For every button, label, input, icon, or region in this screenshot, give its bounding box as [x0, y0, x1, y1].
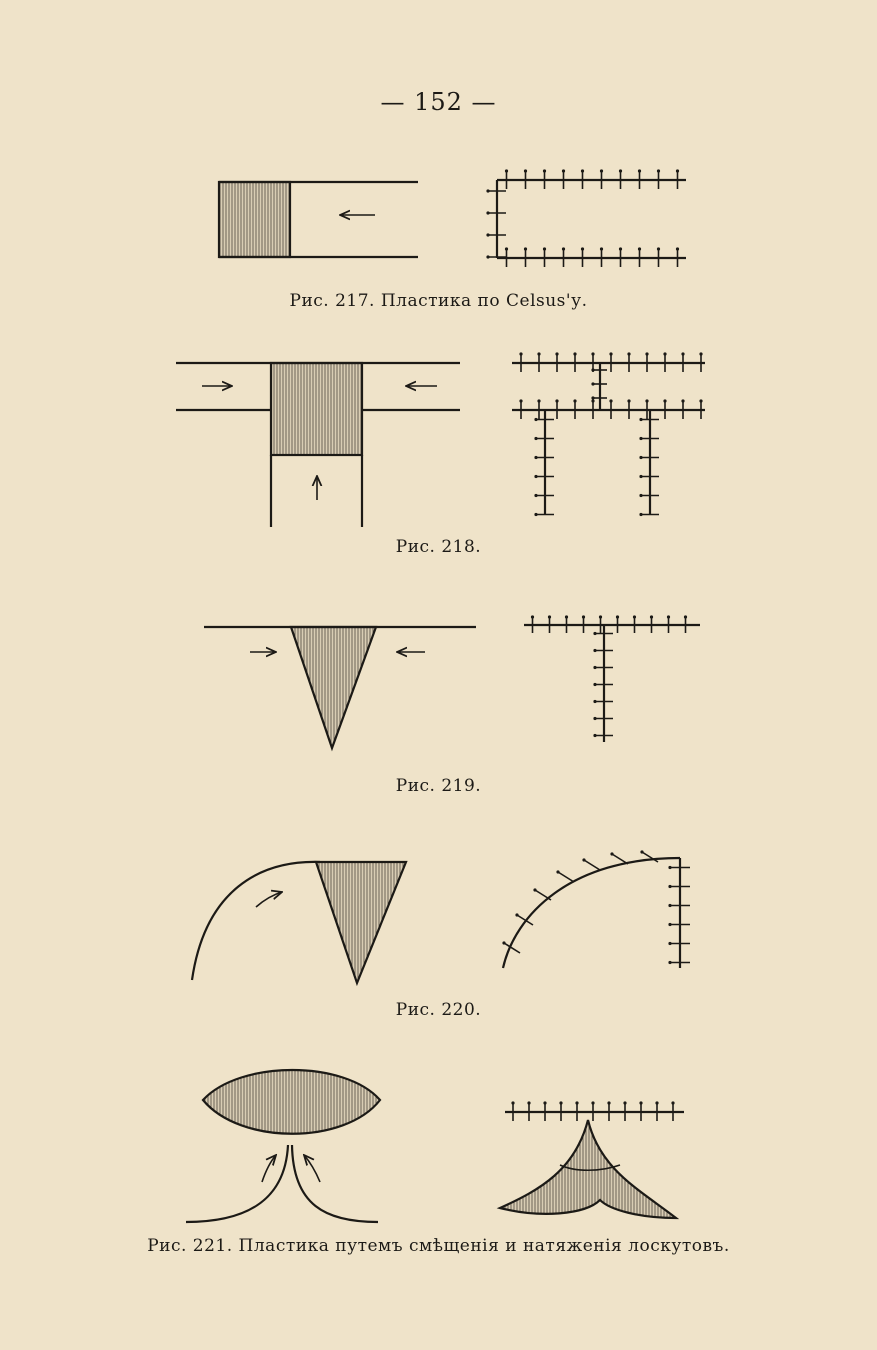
suture-arc: [503, 858, 680, 968]
stitch-knot: [668, 923, 671, 926]
stitch-knot: [505, 169, 508, 172]
figure-219-right: [524, 615, 700, 742]
stitch-knot: [534, 513, 537, 516]
figure-220-caption: Рис. 220.: [395, 1000, 482, 1020]
stitch-knot: [591, 368, 594, 371]
stitch-knot: [681, 352, 684, 355]
stitch-knot: [562, 247, 565, 250]
stitch-knot: [543, 1101, 546, 1104]
stitch-knot: [548, 615, 551, 618]
stitch-knot: [591, 396, 594, 399]
stitch-knot: [599, 615, 602, 618]
stitch-knot: [537, 352, 540, 355]
stitch-knot: [619, 247, 622, 250]
stitch-knot: [639, 418, 642, 421]
stitch-knot: [607, 1101, 610, 1104]
stitch-knot: [668, 942, 671, 945]
arrow-curved-icon: [304, 1155, 320, 1182]
stitch-knot: [684, 615, 687, 618]
stitch-knot: [645, 399, 648, 402]
stitch-knot: [593, 734, 596, 737]
stitch-knot: [486, 233, 489, 236]
figure-218-caption: Рис. 218.: [395, 537, 482, 557]
stitch-knot: [676, 247, 679, 250]
figure-219-caption: Рис. 219.: [395, 776, 482, 796]
arrow-curved-icon: [262, 1155, 276, 1182]
stitch-knot: [671, 1101, 674, 1104]
stitch-knot: [657, 247, 660, 250]
stitch-knot: [527, 1101, 530, 1104]
stitch-knot: [627, 399, 630, 402]
stitch-knot: [657, 169, 660, 172]
figure-221-caption: Рис. 221. Пластика путемъ смѣщенія и натяженія лоскутовъ.: [147, 1236, 730, 1256]
stitch-knot: [515, 913, 518, 916]
stitch-knot: [667, 615, 670, 618]
stitch-knot: [593, 632, 596, 635]
stitch-knot: [511, 1101, 514, 1104]
stitch-knot: [519, 352, 522, 355]
figure-217-left: [219, 182, 418, 257]
stitch-knot: [591, 352, 594, 355]
stitch-knot: [609, 352, 612, 355]
page-number: — 152 —: [380, 88, 497, 116]
stitch-knot: [524, 169, 527, 172]
stitch-knot: [627, 352, 630, 355]
figure-220-right: [502, 850, 690, 968]
stitch-knot: [600, 169, 603, 172]
stitch-knot: [699, 399, 702, 402]
stitch-knot: [562, 169, 565, 172]
stitch-knot: [537, 399, 540, 402]
stitch-mark: [584, 860, 600, 870]
stitch-knot: [639, 513, 642, 516]
stitch-knot: [593, 700, 596, 703]
figure-218-right: [512, 352, 705, 516]
stitch-knot: [524, 247, 527, 250]
stitch-knot: [699, 352, 702, 355]
stitch-knot: [640, 850, 643, 853]
stitch-mark: [612, 854, 628, 864]
stitch-knot: [591, 382, 594, 385]
stitch-knot: [582, 858, 585, 861]
stitch-knot: [681, 399, 684, 402]
stitch-knot: [655, 1101, 658, 1104]
stitch-knot: [556, 870, 559, 873]
stitch-knot: [633, 615, 636, 618]
figure-217-caption: Рис. 217. Пластика по Celsus'у.: [289, 291, 588, 311]
stitch-knot: [543, 169, 546, 172]
stitch-knot: [639, 437, 642, 440]
stitch-knot: [668, 904, 671, 907]
stitch-knot: [593, 649, 596, 652]
stitch-knot: [623, 1101, 626, 1104]
stitch-knot: [582, 615, 585, 618]
stitch-knot: [668, 961, 671, 964]
stitch-knot: [486, 255, 489, 258]
stitch-knot: [591, 1101, 594, 1104]
stitch-knot: [534, 475, 537, 478]
stitch-knot: [534, 456, 537, 459]
stitch-knot: [638, 247, 641, 250]
stitch-knot: [638, 169, 641, 172]
stitch-knot: [486, 211, 489, 214]
stitch-knot: [593, 666, 596, 669]
stitch-mark: [558, 872, 574, 882]
figure-221-left: [186, 1070, 380, 1222]
stitch-knot: [593, 683, 596, 686]
stitch-knot: [591, 399, 594, 402]
stitch-knot: [676, 169, 679, 172]
stitch-knot: [565, 615, 568, 618]
stitch-knot: [534, 418, 537, 421]
stitch-knot: [543, 247, 546, 250]
stitch-knot: [559, 1101, 562, 1104]
stitch-knot: [581, 247, 584, 250]
stitch-knot: [663, 352, 666, 355]
stitch-knot: [502, 941, 505, 944]
stitch-knot: [650, 615, 653, 618]
stitch-knot: [593, 717, 596, 720]
figure-220-left: [192, 862, 406, 983]
stitch-knot: [534, 494, 537, 497]
arrow-curved-icon: [256, 892, 282, 907]
stitch-knot: [619, 169, 622, 172]
stitch-knot: [573, 399, 576, 402]
stitch-knot: [534, 437, 537, 440]
stitch-knot: [668, 885, 671, 888]
figure-219-left: [204, 627, 476, 748]
stitch-knot: [668, 866, 671, 869]
stitch-knot: [555, 352, 558, 355]
stitch-knot: [645, 352, 648, 355]
stitch-knot: [573, 352, 576, 355]
stitch-knot: [639, 456, 642, 459]
stitch-knot: [519, 399, 522, 402]
stitch-knot: [505, 247, 508, 250]
stitch-knot: [616, 615, 619, 618]
stitch-knot: [639, 475, 642, 478]
stitch-knot: [581, 169, 584, 172]
stitch-knot: [533, 888, 536, 891]
stitch-knot: [639, 494, 642, 497]
figure-221-right: [500, 1101, 684, 1218]
stitch-knot: [609, 399, 612, 402]
stitch-knot: [486, 189, 489, 192]
stitch-mark: [535, 890, 551, 900]
figure-217-right: [486, 169, 686, 267]
stitch-knot: [531, 615, 534, 618]
figure-218-left: [176, 363, 460, 527]
stitch-knot: [555, 399, 558, 402]
stitch-knot: [639, 1101, 642, 1104]
stitch-knot: [575, 1101, 578, 1104]
stitch-knot: [610, 852, 613, 855]
stitch-knot: [663, 399, 666, 402]
stitch-knot: [600, 247, 603, 250]
